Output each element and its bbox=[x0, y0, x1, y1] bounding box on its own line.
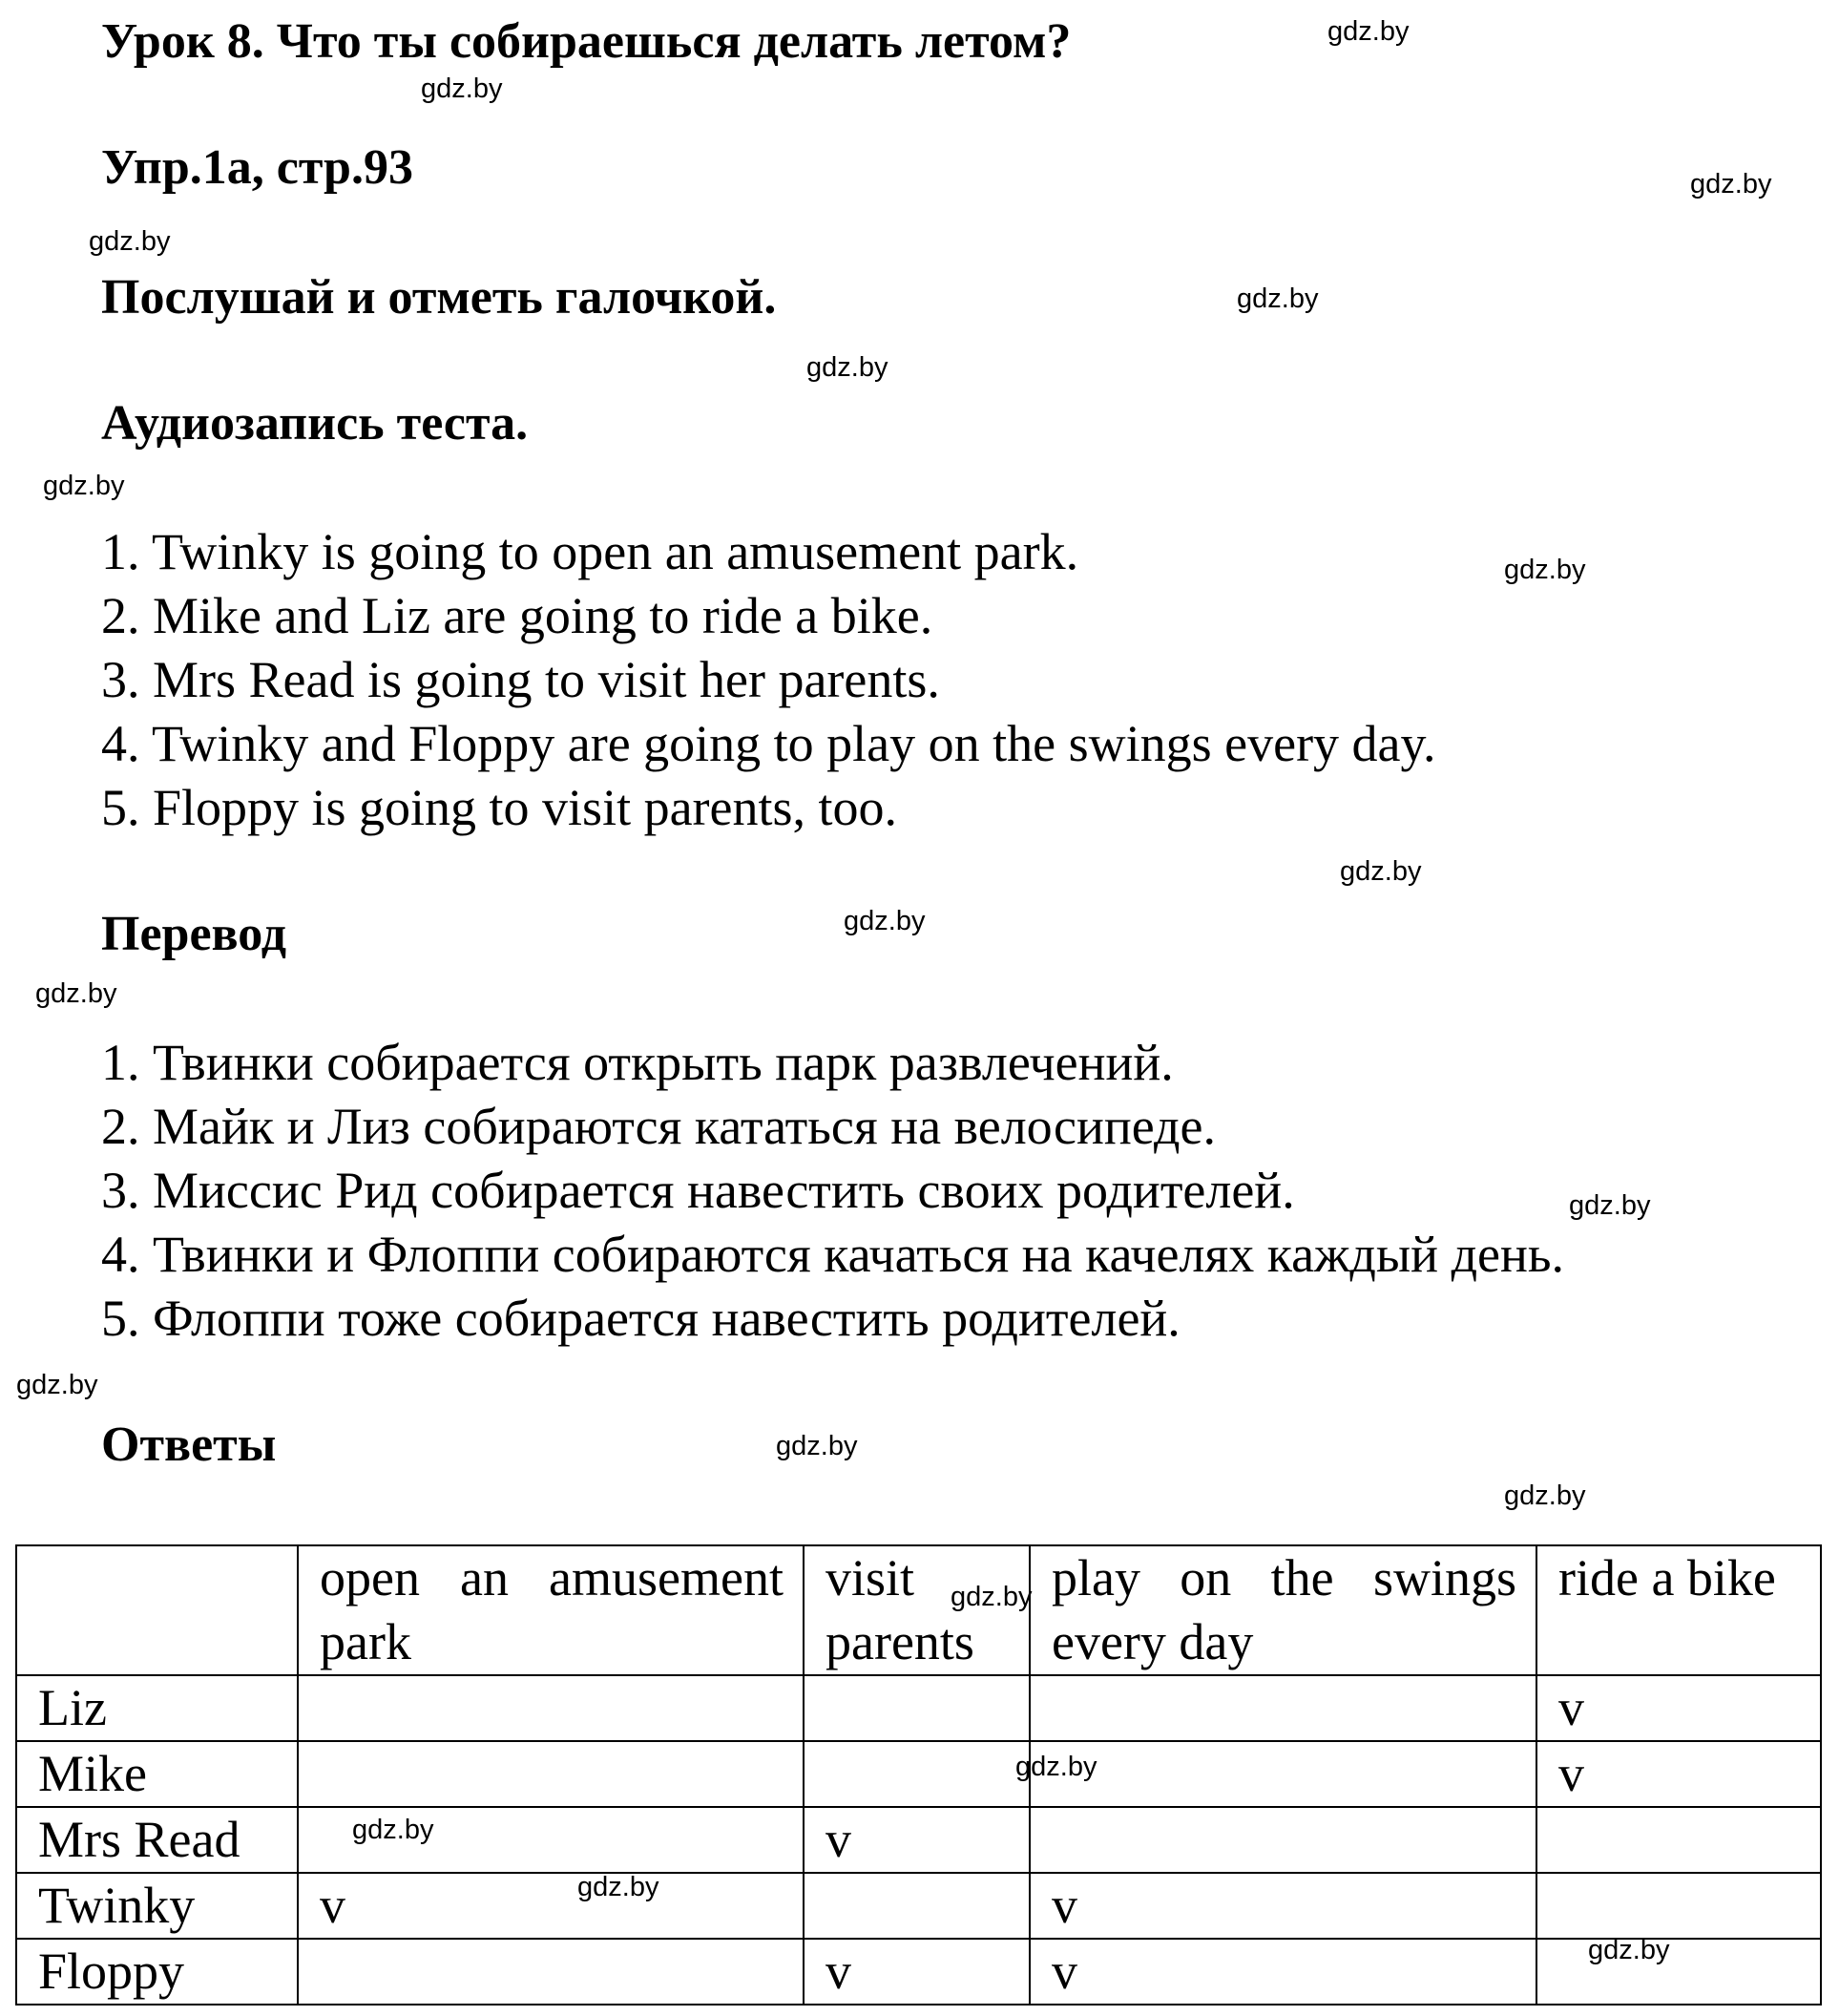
table-row bbox=[16, 1939, 1821, 2005]
watermark: gdz.by bbox=[1504, 1480, 1586, 1511]
watermark: gdz.by bbox=[16, 1370, 98, 1400]
watermark: gdz.by bbox=[577, 1872, 659, 1902]
table-cell: v bbox=[804, 1939, 1030, 2005]
table-row bbox=[16, 1807, 1821, 1873]
translation-line-2: 2. Майк и Лиз собираются кататься на велосипеде. bbox=[101, 1098, 1216, 1155]
table-header-cell: open an amusement park bbox=[298, 1545, 804, 1675]
translation-line-1: 1. Твинки собирается открыть парк развлечений. bbox=[101, 1034, 1174, 1091]
audio-heading: Аудиозапись теста. bbox=[101, 396, 529, 451]
table-header-cell: ride a bike bbox=[1536, 1545, 1821, 1675]
table-cell: v bbox=[1536, 1741, 1821, 1807]
table-cell bbox=[298, 1675, 804, 1741]
watermark: gdz.by bbox=[89, 226, 171, 257]
table-row bbox=[16, 1675, 1821, 1741]
watermark: gdz.by bbox=[352, 1815, 434, 1845]
watermark: gdz.by bbox=[844, 906, 926, 936]
translation-line-5: 5. Флоппи тоже собирается навестить родителей. bbox=[101, 1290, 1181, 1347]
audio-line-2: 2. Mike and Liz are going to ride a bike. bbox=[101, 587, 933, 644]
audio-line-1: 1. Twinky is going to open an amusement park. bbox=[101, 523, 1079, 580]
instruction: Послушай и отметь галочкой. bbox=[101, 270, 777, 325]
audio-line-4: 4. Twinky and Floppy are going to play on the swings every day. bbox=[101, 715, 1436, 772]
table-cell bbox=[804, 1741, 1030, 1807]
table-header-cell bbox=[16, 1545, 298, 1675]
translation-line-3: 3. Миссис Рид собирается навестить своих родителей. bbox=[101, 1162, 1295, 1219]
row-name: Floppy bbox=[16, 1939, 298, 2005]
table-cell bbox=[1030, 1807, 1536, 1873]
audio-line-3: 3. Mrs Read is going to visit her parents. bbox=[101, 651, 940, 708]
row-name: Mrs Read bbox=[16, 1807, 298, 1873]
table-cell bbox=[1030, 1675, 1536, 1741]
table-cell: v bbox=[1536, 1675, 1821, 1741]
table-cell: v bbox=[804, 1807, 1030, 1873]
exercise-label: Упр.1a, стр.93 bbox=[101, 140, 413, 195]
table-cell: v bbox=[1030, 1873, 1536, 1939]
watermark: gdz.by bbox=[1569, 1190, 1651, 1221]
table-cell bbox=[804, 1675, 1030, 1741]
table-cell: v bbox=[1030, 1939, 1536, 2005]
table-cell: v bbox=[298, 1873, 804, 1939]
translation-heading: Перевод bbox=[101, 907, 287, 961]
audio-line-5: 5. Floppy is going to visit parents, too. bbox=[101, 779, 898, 836]
watermark: gdz.by bbox=[421, 74, 503, 104]
table-row bbox=[16, 1873, 1821, 1939]
table-cell bbox=[1536, 1873, 1821, 1939]
lesson-title: Урок 8. Что ты собираешься делать летом? bbox=[101, 14, 1072, 69]
watermark: gdz.by bbox=[1237, 284, 1319, 314]
watermark: gdz.by bbox=[43, 471, 125, 501]
watermark: gdz.by bbox=[1504, 555, 1586, 585]
watermark: gdz.by bbox=[1015, 1752, 1097, 1782]
row-name: Twinky bbox=[16, 1873, 298, 1939]
table-header-cell: visit parents bbox=[804, 1545, 1030, 1675]
table-cell bbox=[804, 1873, 1030, 1939]
watermark: gdz.by bbox=[776, 1431, 858, 1461]
watermark: gdz.by bbox=[1690, 169, 1772, 200]
watermark: gdz.by bbox=[951, 1582, 1033, 1612]
answers-heading: Ответы bbox=[101, 1418, 277, 1472]
table-row bbox=[16, 1741, 1821, 1807]
table-cell bbox=[298, 1741, 804, 1807]
table-header-row bbox=[16, 1545, 1821, 1675]
table-cell bbox=[298, 1939, 804, 2005]
row-name: Mike bbox=[16, 1741, 298, 1807]
translation-line-4: 4. Твинки и Флоппи собираются качаться на качелях каждый день. bbox=[101, 1226, 1565, 1283]
watermark: gdz.by bbox=[1588, 1935, 1670, 1965]
table-cell bbox=[1536, 1939, 1821, 2005]
watermark: gdz.by bbox=[35, 978, 117, 1009]
watermark: gdz.by bbox=[1327, 16, 1410, 47]
table-cell bbox=[1536, 1807, 1821, 1873]
table-cell bbox=[1030, 1741, 1536, 1807]
watermark: gdz.by bbox=[806, 352, 888, 383]
table-header-cell: play on the swings every day bbox=[1030, 1545, 1536, 1675]
answers-table bbox=[15, 1544, 1822, 2006]
row-name: Liz bbox=[16, 1675, 298, 1741]
watermark: gdz.by bbox=[1340, 856, 1422, 887]
